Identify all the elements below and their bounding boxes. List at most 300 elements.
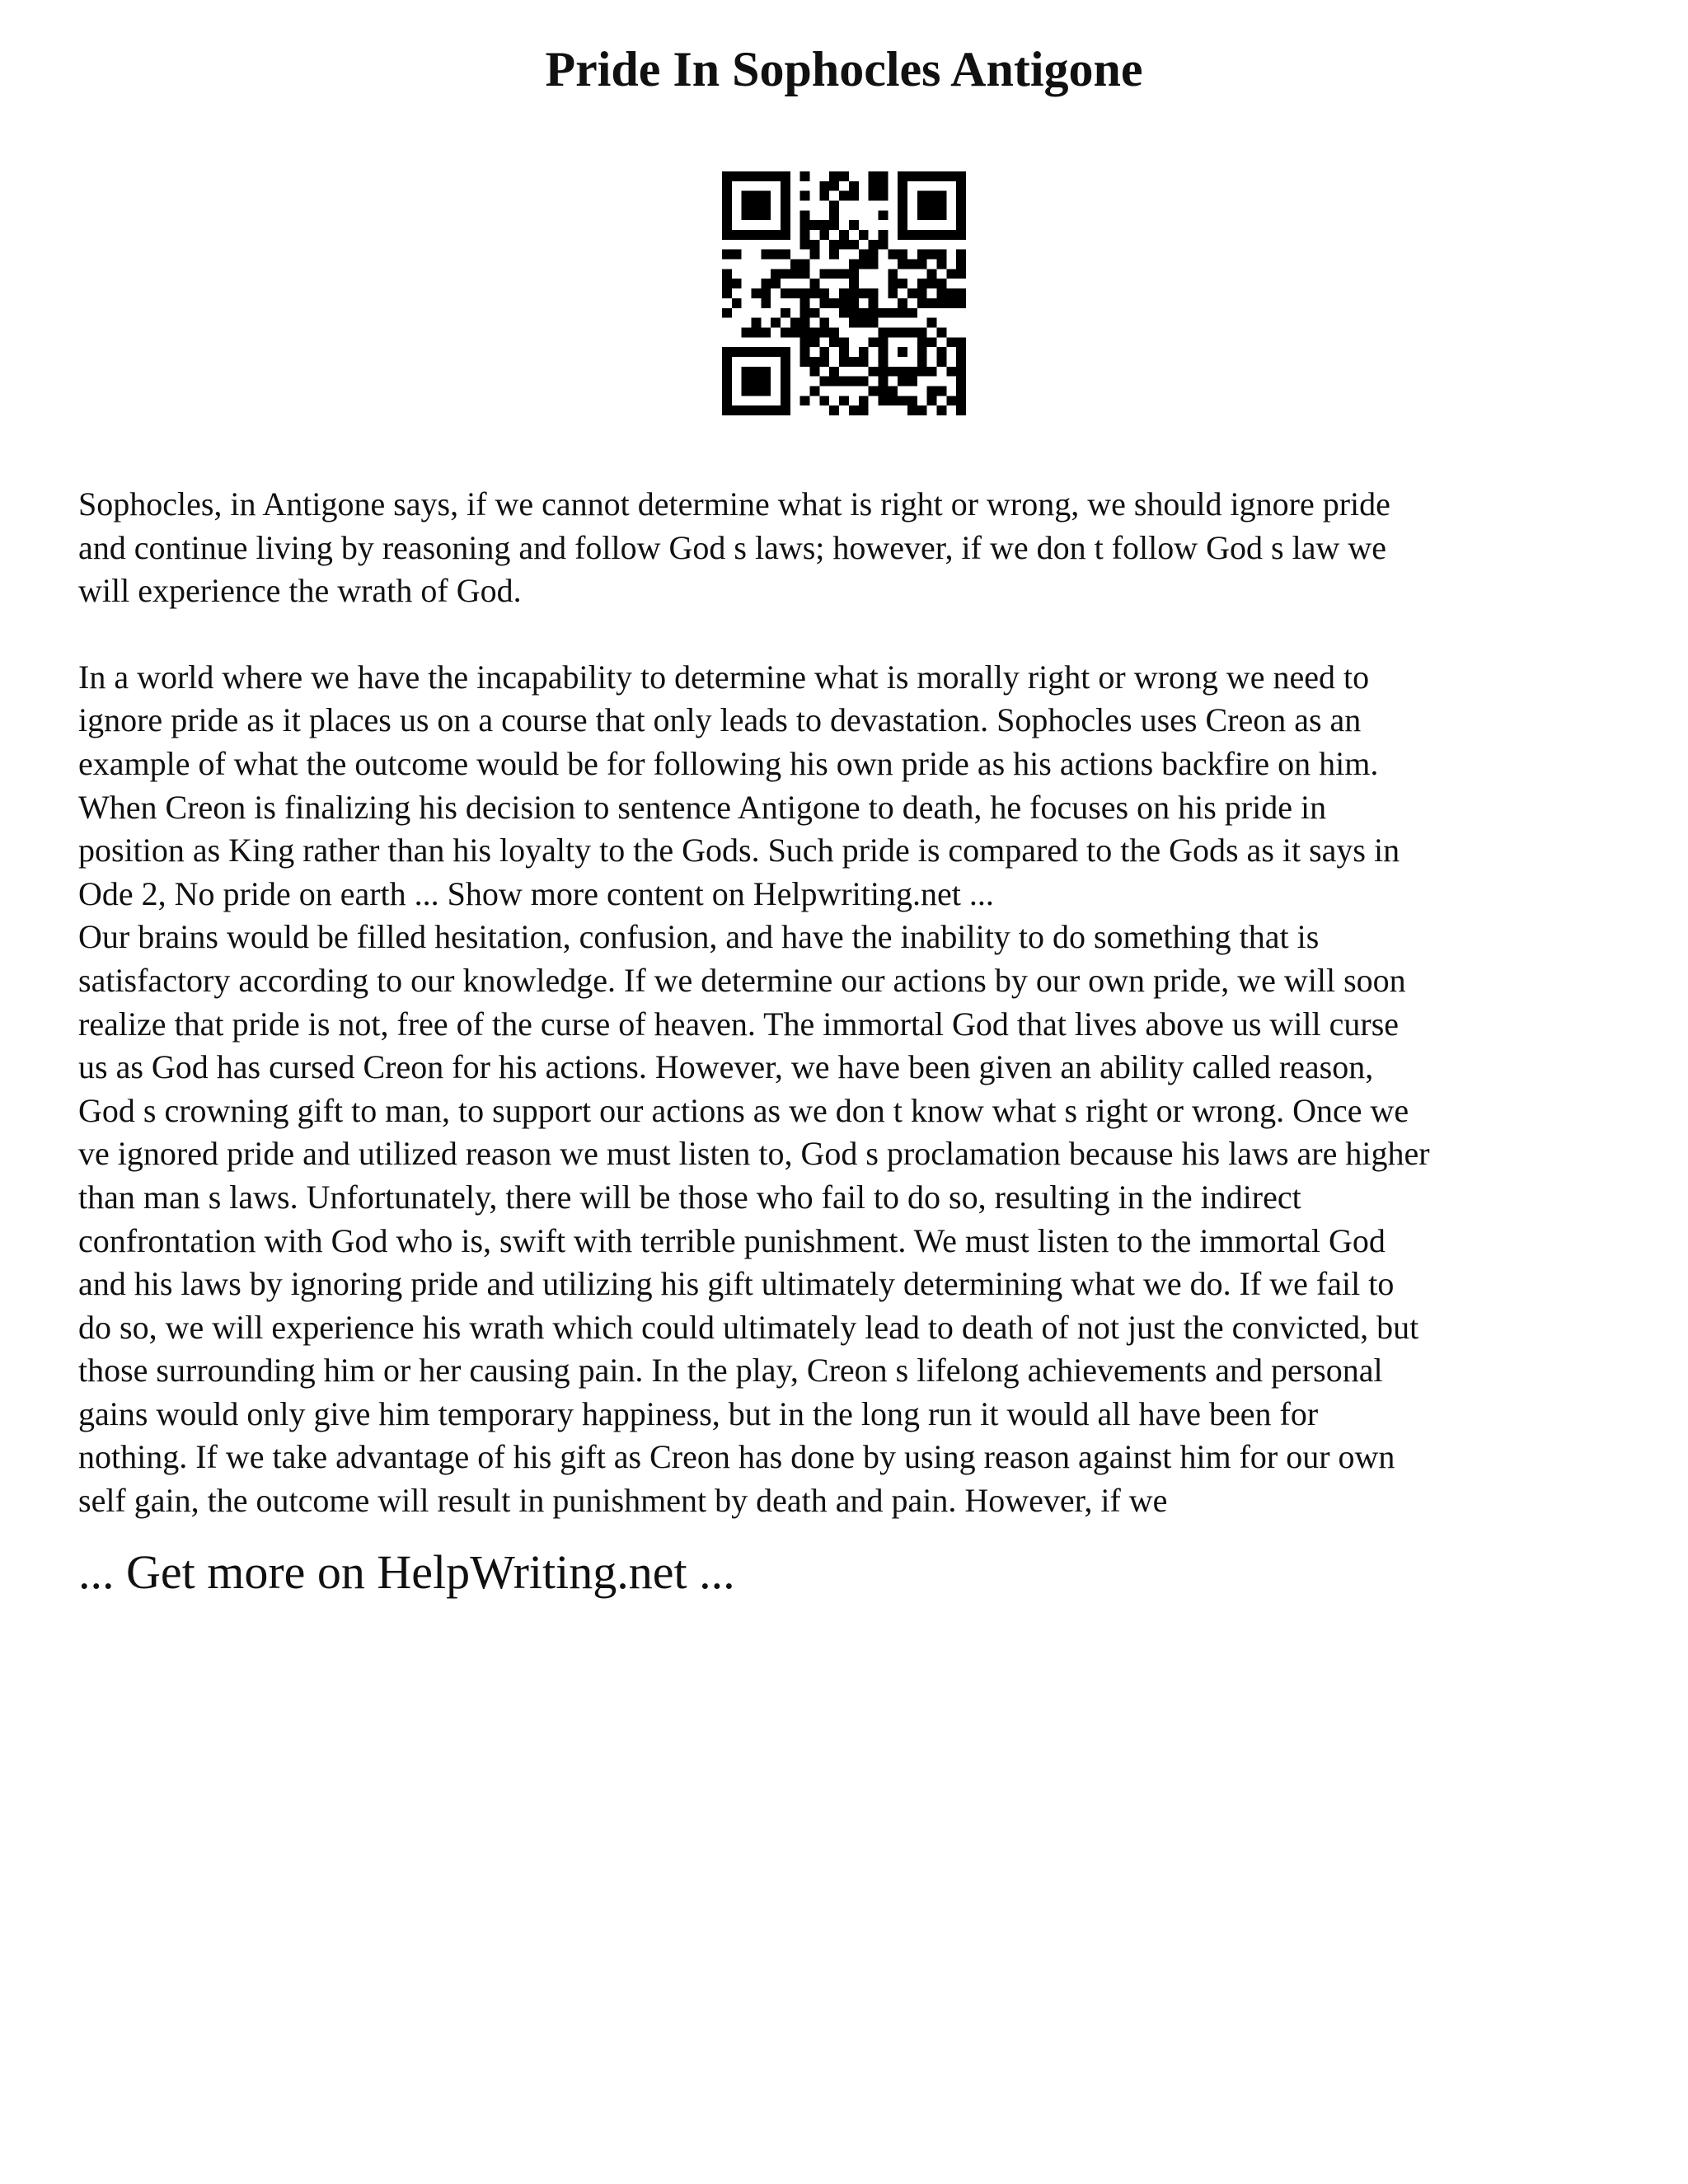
qr-module [898, 367, 907, 377]
qr-module [878, 386, 888, 396]
qr-module [936, 250, 946, 260]
qr-module [761, 405, 771, 415]
qr-module [907, 260, 917, 269]
qr-module [752, 377, 762, 387]
paragraph-creon-pride: In a world where we have the incapability to determine what is morally right or wrong we need to ignore pride as it places us on a course that only leads to devastation. Sophocles uses Creon as an example of what the outcome would be for following his own pride as his actions backfire on him. When Creon is finalizing his decision to sentence Antigone to death, he focuses on his pride in position as King rather than his loyalty to the Gods. Such pride is compared to the Gods as it says in Ode 2, No pride on earth ... Show more content on Helpwriting.net ... [78, 658, 1400, 912]
qr-module [859, 308, 869, 318]
qr-module [898, 230, 907, 240]
qr-module [936, 386, 946, 396]
qr-module [819, 181, 829, 191]
qr-module [907, 288, 917, 298]
qr-module [927, 230, 937, 240]
qr-module [956, 367, 966, 377]
qr-module [849, 298, 859, 308]
qr-module [859, 357, 869, 367]
qr-module [849, 181, 859, 191]
qr-module [956, 405, 966, 415]
qr-module [742, 377, 752, 387]
qr-module [898, 181, 907, 191]
qr-module [761, 191, 771, 201]
qr-module [722, 191, 732, 201]
qr-module [849, 318, 859, 328]
qr-module [839, 396, 849, 405]
get-more-link[interactable]: ... Get more on HelpWriting.net ... [78, 1545, 735, 1599]
qr-module [917, 298, 927, 308]
qr-module [869, 191, 879, 201]
qr-module [732, 250, 742, 260]
qr-module [819, 298, 829, 308]
qr-module [829, 201, 839, 211]
qr-module [849, 260, 859, 269]
qr-module [829, 405, 839, 415]
document-body [78, 483, 1628, 1523]
qr-module [849, 377, 859, 387]
qr-module [722, 386, 732, 396]
qr-module [917, 230, 927, 240]
qr-module [927, 298, 937, 308]
qr-module [917, 260, 927, 269]
qr-module [946, 171, 956, 181]
qr-module [917, 337, 927, 347]
qr-module [849, 220, 859, 230]
qr-module [936, 405, 946, 415]
qr-module [869, 240, 879, 250]
qr-module [761, 377, 771, 387]
qr-module [946, 298, 956, 308]
qr-module [781, 357, 790, 367]
qr-module [849, 279, 859, 288]
qr-module [771, 250, 781, 260]
qr-module [800, 220, 810, 230]
paragraph-reason: Our brains would be filled hesitation, confusion, and have the inability to do something that is satisfactory according to our knowledge. If we determine our actions by our own pride, we will soon realize that pride is not, free of the curse of heaven. The immortal God that lives above us will curse us as God has cursed Creon for his actions. However, we have been given an ability called reason, God s crowning gift to man, to support our actions as we don t know what s right or wrong. Once we ve ignored pride and utilized reason we must listen to, God s proclamation because his laws are higher than man s laws. Unfortunately, there will be those who fail to do so, resulting in the indirect confrontation with God who is, swift with terrible punishment. We must listen to the immortal God and his laws by ignoring pride and utilizing his gift ultimately determining what we do. If we fail to do so, we will experience his wrath which could ultimately lead to death of not just the convicted, but those surrounding him or her causing pain. In the play, Creon s lifelong achievements and personal gains would only give him temporary happiness, but in the long run it would all have been for nothing. If we take advantage of his gift as Creon has done by using reason against him for our own self gain, the outcome will result in punishment by death and pain. However, if we [78, 918, 1430, 1520]
qr-module [761, 279, 771, 288]
qr-module [849, 288, 859, 298]
qr-module [781, 405, 790, 415]
qr-module [859, 347, 869, 357]
qr-module [927, 318, 937, 328]
qr-module [781, 220, 790, 230]
qr-module [819, 288, 829, 298]
qr-module [888, 386, 898, 396]
qr-module [898, 327, 907, 337]
qr-module [722, 308, 732, 318]
qr-module [907, 308, 917, 318]
qr-module [752, 210, 762, 220]
qr-module [956, 347, 966, 357]
qr-module [839, 240, 849, 250]
qr-module [956, 298, 966, 308]
qr-module [956, 220, 966, 230]
qr-module [956, 386, 966, 396]
qr-module [819, 191, 829, 201]
qr-code-icon[interactable] [722, 171, 966, 415]
qr-module [869, 181, 879, 191]
qr-module [917, 250, 927, 260]
qr-module [761, 298, 771, 308]
qr-module [800, 396, 810, 405]
qr-module [898, 347, 907, 357]
qr-module [917, 357, 927, 367]
qr-module [859, 318, 869, 328]
qr-module [722, 357, 732, 367]
qr-module [761, 250, 771, 260]
qr-module [917, 367, 927, 377]
qr-module [956, 171, 966, 181]
qr-module [878, 367, 888, 377]
qr-module [781, 288, 790, 298]
qr-module [829, 337, 839, 347]
qr-module [869, 308, 879, 318]
qr-module [849, 240, 859, 250]
qr-module [869, 260, 879, 269]
qr-module [761, 386, 771, 396]
qr-module [898, 191, 907, 201]
qr-module [946, 396, 956, 405]
qr-module [732, 347, 742, 357]
qr-module [849, 308, 859, 318]
qr-module [781, 269, 790, 279]
qr-module [810, 250, 820, 260]
qr-module [956, 181, 966, 191]
qr-module [800, 308, 810, 318]
qr-module [781, 327, 790, 337]
qr-module [907, 377, 917, 387]
qr-module [742, 210, 752, 220]
qr-module [956, 396, 966, 405]
qr-module [810, 327, 820, 337]
qr-module [898, 171, 907, 181]
qr-module [888, 288, 898, 298]
qr-module [722, 220, 732, 230]
qr-module [722, 288, 732, 298]
qr-module [869, 367, 879, 377]
qr-module [781, 171, 790, 181]
qr-module [829, 210, 839, 220]
qr-module [839, 288, 849, 298]
qr-module [878, 308, 888, 318]
qr-module [888, 250, 898, 260]
qr-module [956, 269, 966, 279]
qr-module [829, 250, 839, 260]
qr-module [859, 250, 869, 260]
qr-module [936, 191, 946, 201]
qr-module [819, 230, 829, 240]
qr-module [917, 327, 927, 337]
qr-module [800, 318, 810, 328]
qr-module [946, 337, 956, 347]
qr-module [800, 210, 810, 220]
qr-code-graphic [722, 171, 966, 415]
qr-module [869, 318, 879, 328]
qr-module [800, 269, 810, 279]
qr-module [888, 396, 898, 405]
paragraph-intro: Sophocles, in Antigone says, if we cannot determine what is right or wrong, we should ignore pride and continue living by reasoning and follow God s laws; however, if we don t follow God s law we will experience the wrath of God. [78, 485, 1390, 610]
qr-module [878, 377, 888, 387]
qr-module [888, 308, 898, 318]
qr-module [878, 357, 888, 367]
qr-module [907, 171, 917, 181]
qr-module [781, 201, 790, 211]
qr-module [800, 240, 810, 250]
qr-module [917, 210, 927, 220]
qr-module [742, 367, 752, 377]
qr-module [878, 396, 888, 405]
qr-module [927, 269, 937, 279]
qr-module [761, 171, 771, 181]
qr-module [771, 347, 781, 357]
qr-module [946, 288, 956, 298]
qr-module [878, 230, 888, 240]
qr-module [917, 279, 927, 288]
qr-module [927, 279, 937, 288]
qr-module [781, 386, 790, 396]
qr-module [839, 171, 849, 181]
qr-module [742, 171, 752, 181]
qr-module [790, 327, 800, 337]
qr-module [752, 386, 762, 396]
qr-module [742, 230, 752, 240]
qr-module [936, 327, 946, 337]
qr-module [927, 250, 937, 260]
qr-module [752, 405, 762, 415]
qr-module [936, 279, 946, 288]
qr-module [722, 210, 732, 220]
qr-module [936, 201, 946, 211]
qr-module [946, 230, 956, 240]
qr-module [742, 347, 752, 357]
qr-module [800, 298, 810, 308]
qr-module [752, 367, 762, 377]
qr-module [819, 357, 829, 367]
qr-module [829, 327, 839, 337]
qr-module [819, 377, 829, 387]
qr-module [898, 396, 907, 405]
qr-module [800, 337, 810, 347]
qr-module [732, 298, 742, 308]
qr-module [752, 230, 762, 240]
qr-module [878, 181, 888, 191]
qr-module [878, 337, 888, 347]
qr-module [819, 269, 829, 279]
qr-module [829, 377, 839, 387]
qr-module [722, 367, 732, 377]
qr-module [927, 337, 937, 347]
qr-module [722, 269, 732, 279]
qr-module [752, 318, 762, 328]
qr-module [771, 279, 781, 288]
qr-module [956, 250, 966, 260]
qr-module [752, 347, 762, 357]
qr-module [839, 377, 849, 387]
qr-module [869, 337, 879, 347]
qr-module [829, 171, 839, 181]
qr-module [898, 308, 907, 318]
qr-module [878, 210, 888, 220]
qr-module [859, 260, 869, 269]
qr-module [722, 405, 732, 415]
qr-module [761, 230, 771, 240]
qr-module [927, 210, 937, 220]
qr-module [907, 405, 917, 415]
qr-module [936, 347, 946, 357]
qr-module [752, 201, 762, 211]
qr-module [907, 230, 917, 240]
qr-module [829, 181, 839, 191]
qr-module [732, 279, 742, 288]
qr-module [810, 337, 820, 347]
qr-module [722, 396, 732, 405]
qr-module [936, 298, 946, 308]
qr-module [752, 171, 762, 181]
qr-module [936, 210, 946, 220]
qr-module [722, 377, 732, 387]
qr-module [722, 201, 732, 211]
qr-module [800, 260, 810, 269]
qr-module [810, 240, 820, 250]
qr-module [956, 288, 966, 298]
qr-module [800, 357, 810, 367]
qr-module [819, 220, 829, 230]
qr-module [761, 201, 771, 211]
qr-module [927, 191, 937, 201]
qr-module [839, 191, 849, 201]
qr-module [917, 171, 927, 181]
qr-module [956, 337, 966, 347]
qr-module [810, 367, 820, 377]
qr-module [859, 405, 869, 415]
qr-module [927, 171, 937, 181]
qr-module [917, 405, 927, 415]
qr-module [781, 181, 790, 191]
document-title: Pride In Sophocles Antigone [545, 42, 1143, 96]
qr-module [722, 347, 732, 357]
qr-module [888, 279, 898, 288]
qr-module [907, 367, 917, 377]
qr-module [869, 171, 879, 181]
qr-module [790, 260, 800, 269]
qr-module [878, 347, 888, 357]
qr-module [781, 230, 790, 240]
qr-module [761, 327, 771, 337]
qr-module [781, 377, 790, 387]
qr-module [936, 171, 946, 181]
qr-module [878, 191, 888, 201]
qr-module [771, 318, 781, 328]
qr-module [781, 250, 790, 260]
qr-module [829, 298, 839, 308]
qr-module [781, 308, 790, 318]
qr-module [742, 327, 752, 337]
qr-module [888, 269, 898, 279]
qr-module [927, 396, 937, 405]
qr-module [722, 250, 732, 260]
qr-module [956, 191, 966, 201]
qr-module [859, 396, 869, 405]
qr-module [878, 327, 888, 337]
qr-module [936, 288, 946, 298]
qr-module [781, 347, 790, 357]
qr-module [917, 191, 927, 201]
qr-module [956, 260, 966, 269]
qr-module [781, 191, 790, 201]
qr-module [810, 279, 820, 288]
qr-module [839, 337, 849, 347]
qr-module [898, 377, 907, 387]
qr-module [839, 298, 849, 308]
qr-module [742, 191, 752, 201]
qr-module [956, 201, 966, 211]
qr-module [800, 327, 810, 337]
qr-module [771, 230, 781, 240]
qr-module [722, 181, 732, 191]
qr-module [742, 201, 752, 211]
qr-module [888, 327, 898, 337]
qr-module [927, 367, 937, 377]
qr-module [761, 288, 771, 298]
qr-module [800, 288, 810, 298]
qr-module [917, 288, 927, 298]
qr-module [907, 327, 917, 337]
qr-module [829, 240, 839, 250]
qr-module [849, 405, 859, 415]
qr-module [898, 279, 907, 288]
qr-module [898, 220, 907, 230]
qr-module [956, 377, 966, 387]
qr-module [800, 347, 810, 357]
qr-module [878, 240, 888, 250]
qr-module [819, 347, 829, 357]
qr-module [849, 269, 859, 279]
qr-module [898, 210, 907, 220]
qr-module [752, 327, 762, 337]
qr-module [946, 269, 956, 279]
qr-module [771, 171, 781, 181]
qr-module [819, 396, 829, 405]
qr-module [898, 250, 907, 260]
qr-module [936, 230, 946, 240]
qr-module [742, 405, 752, 415]
qr-module [761, 367, 771, 377]
qr-module [810, 308, 820, 318]
qr-module [898, 260, 907, 269]
qr-module [810, 386, 820, 396]
qr-module [936, 357, 946, 367]
qr-module [819, 318, 829, 328]
qr-module [898, 201, 907, 211]
qr-module [722, 230, 732, 240]
qr-module [810, 220, 820, 230]
qr-module [790, 269, 800, 279]
qr-module [722, 171, 732, 181]
qr-module [761, 210, 771, 220]
qr-module [810, 288, 820, 298]
qr-module [790, 318, 800, 328]
qr-module [732, 171, 742, 181]
qr-module [752, 191, 762, 201]
qr-module [771, 405, 781, 415]
qr-module [898, 298, 907, 308]
qr-module [927, 386, 937, 396]
qr-module [839, 347, 849, 357]
qr-module [829, 220, 839, 230]
qr-module [829, 367, 839, 377]
qr-module [859, 230, 869, 240]
qr-module [771, 269, 781, 279]
qr-module [752, 288, 762, 298]
qr-module [781, 210, 790, 220]
qr-module [878, 171, 888, 181]
qr-module [859, 377, 869, 387]
